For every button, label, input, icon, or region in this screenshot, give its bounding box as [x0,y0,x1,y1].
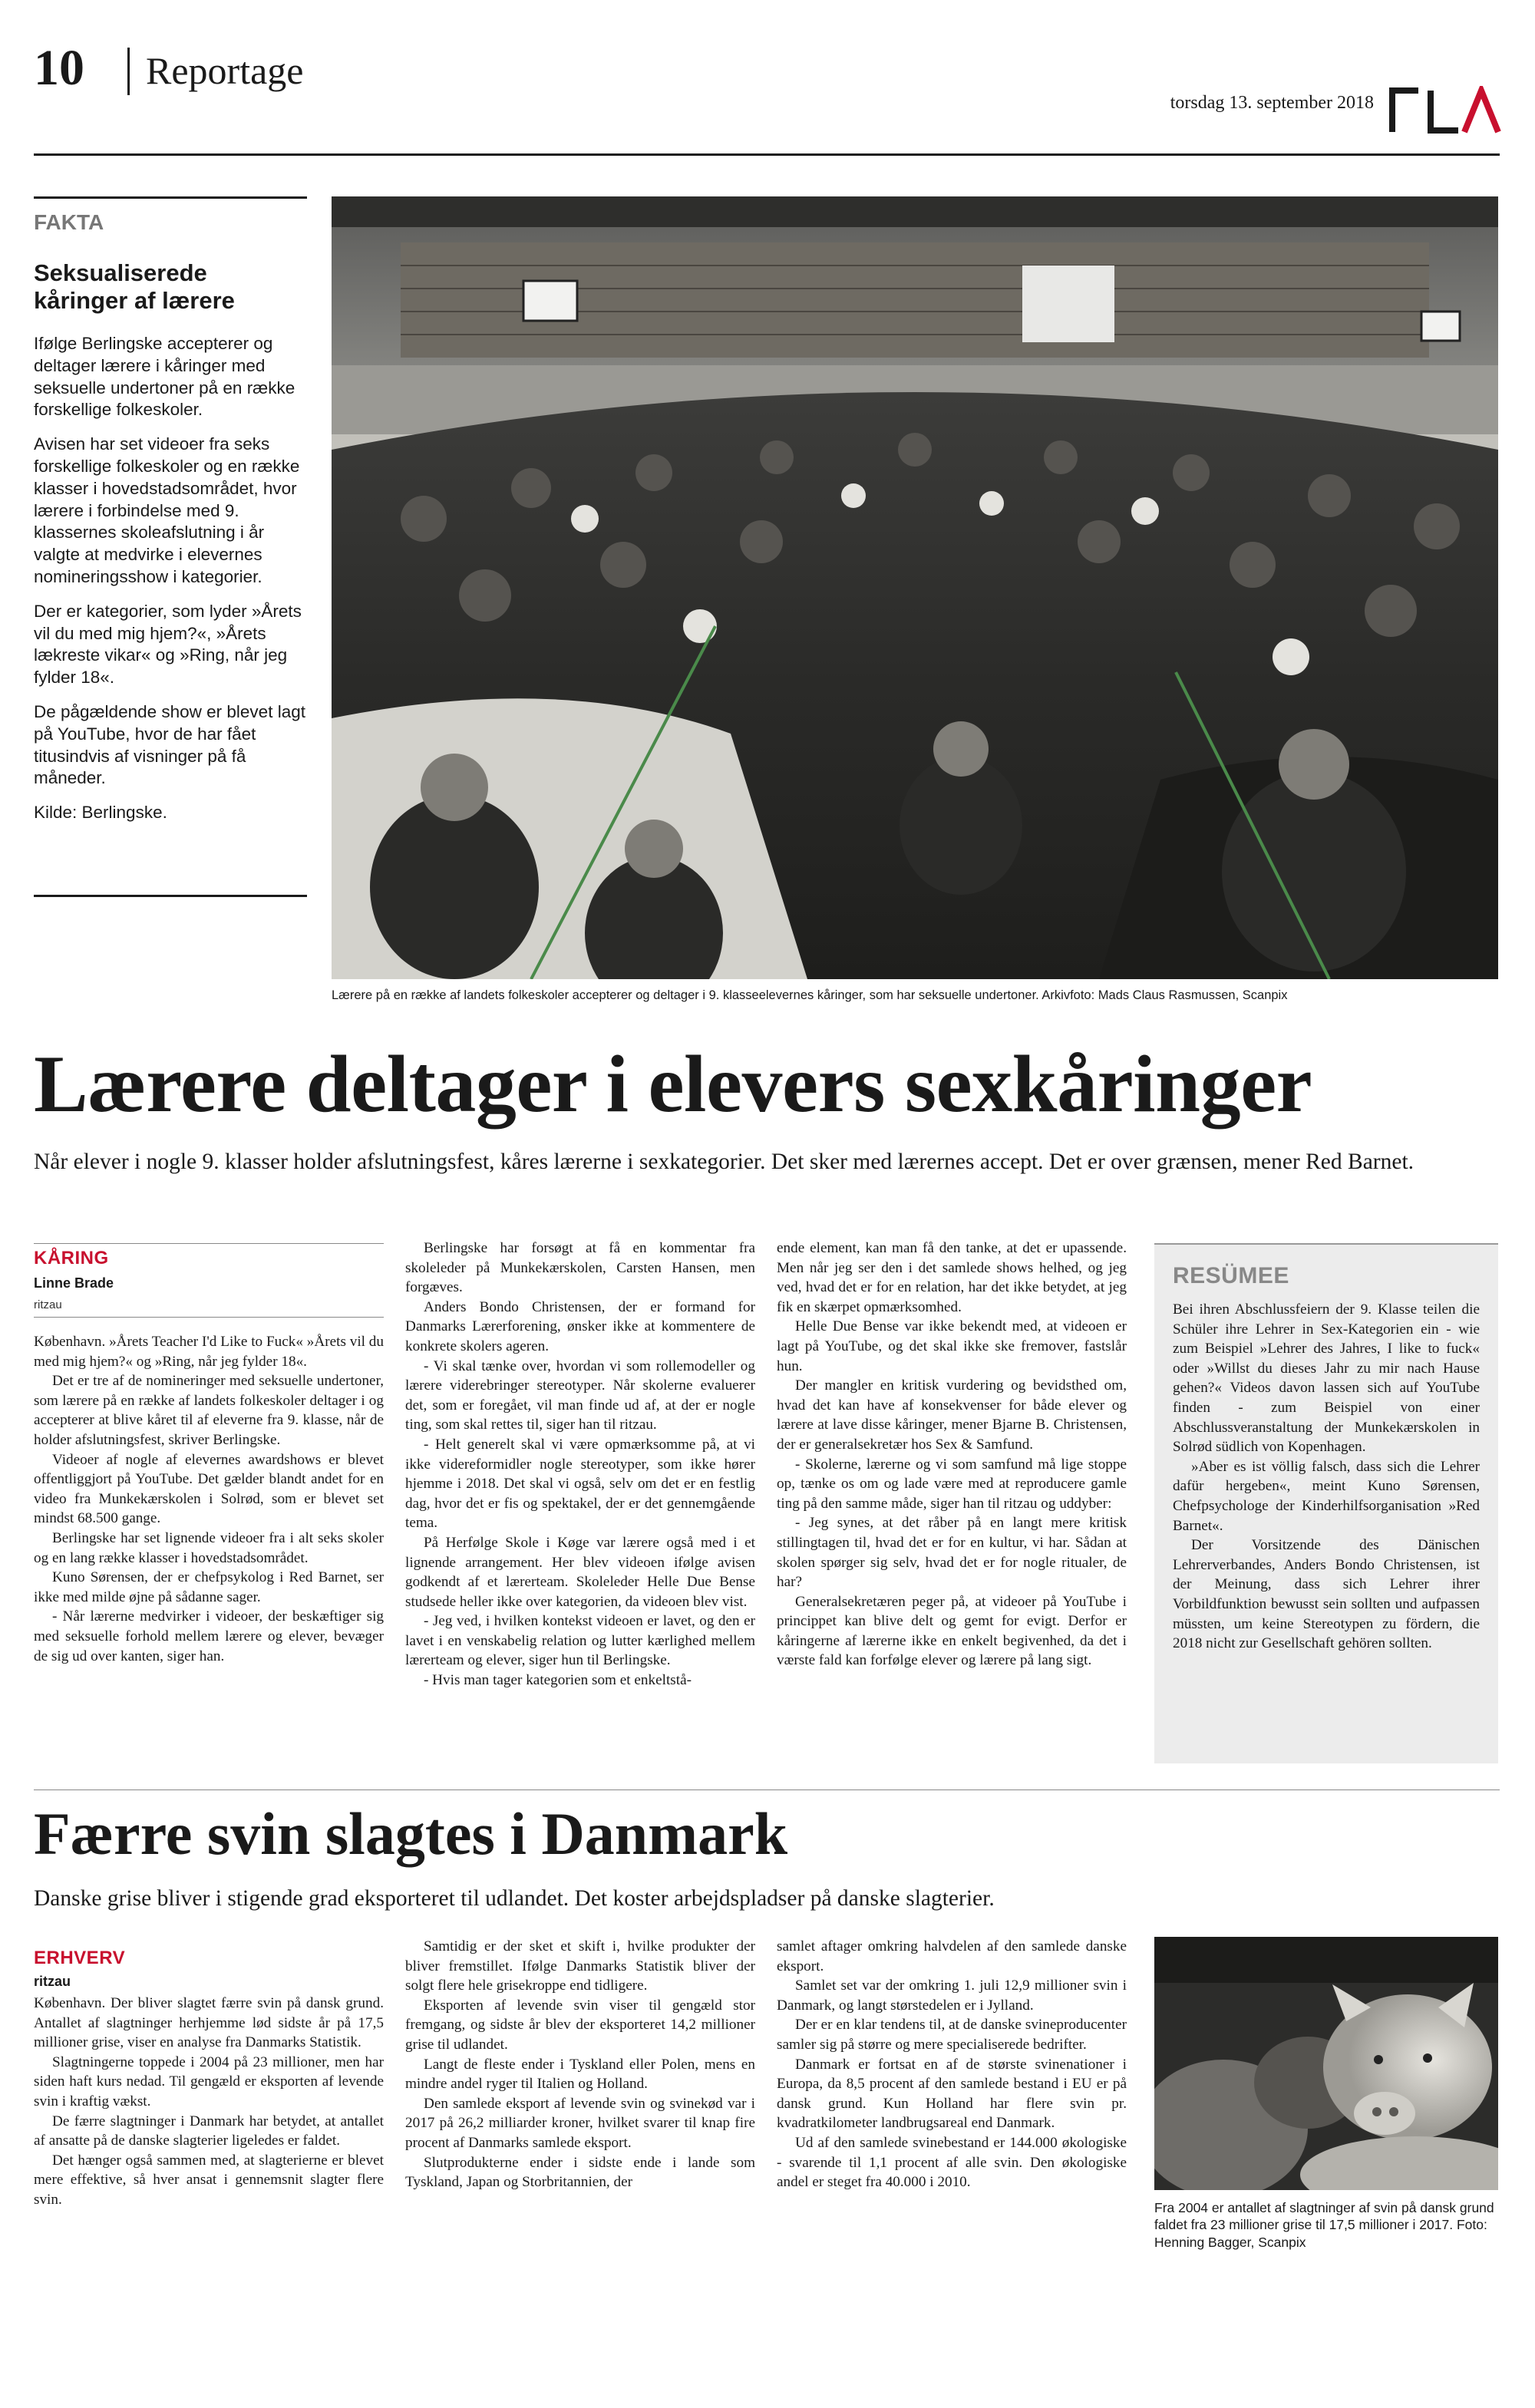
article1-agency: ritzau [34,1298,62,1311]
header-divider [127,48,130,95]
paragraph: På Herfølge Skole i Køge var lærere også med i et lignende arrangement. Her blev videoen ifølge avisen godkendt af et lærerteam. Skoleleder Helle Due Bense studsede heller ikke over kategorien, da videoen blev vist. [405,1534,755,1610]
paragraph: - Helt generelt skal vi være opmærksomme på, at vi ikke videreformidler nogle stereotyper, som ikke hører hjemme i 2018. Det skal vi også, selv om det er en festlig dag, hvor det er fis og spektakel, der er det gennemgående tema. [405,1436,755,1532]
paragraph: Den samlede eksport af levende svin og svinekød var i 2017 på 26,2 milliarder kroner, hvilket svarer til knap fire procent af Danmarks samlede eksport. [405,2095,755,2151]
article1-column-3 [777,1239,1127,1671]
fakta-title: Seksualiserede kåringer af lærere [34,259,235,314]
paragraph: Samtidig er der sket et skift i, hvilke produkter der bliver fremstillet. Ifølge Danmarks Statistik bliver der solgt flere hele grisekroppe end tidligere. [405,1938,755,1994]
paragraph: Danmark er fortsat en af de største svinenationer i Europa, da 8,5 procent af den samlede bestand i EU er på dansk grund. Kun Holland har flere svin pr. kvadratkilometer landbrugsareal end Danmark. [777,2056,1127,2132]
fakta-paragraph: Der er kategorier, som lyder »Årets vil du med mig hjem?«, »Årets lækreste vikar« og »Ring, når jeg fylder 18«. [34,601,302,688]
paragraph: De færre slagtninger i Danmark har betydet, at antallet af ansatte på de danske slagterier ligeledes er faldet. [34,2113,384,2149]
section-title: Reportage [146,49,304,92]
paragraph: - Når lærerne medvirker i videoer, der beskæftiger sig med seksuelle forhold mellem lærere og elever, bevæger de sig ud over kanten, siger han. [34,1608,384,1664]
paragraph: Slagtningerne toppede i 2004 på 23 millioner, men har siden haft kurs nedad. Til gengæld er eksporten af levende svin i kraftig vækst. [34,2053,384,2109]
resumee-body [1173,1300,1480,1654]
resumee-paragraph: Der Vorsitzende des Dänischen Lehrerverbandes, Anders Bondo Christensen, ist der Meinung, dass sich Lehrer ihrer Vorbildfunktion bewusst sein sollten und aufpassen müssten, um keine Stereotypen zu fördern, die 2018 nicht zur Gesellschaft gehören sollten. [1173,1537,1480,1652]
paragraph: - Hvis man tager kategorien som et enkeltstå- [424,1672,692,1689]
pig-photo [1154,1937,1498,2190]
paragraph: - Vi skal tænke over, hvordan vi som rollemodeller og lærere viderebringer stereotyper. Når skolerne evaluerer det, som er foregået, vil man finde ud af, at der er nogle ting, som skal rettes til, siger han til ritzau. [405,1357,755,1433]
fla-logo-text: FLA [1388,86,1389,87]
pig-photo-caption: Fra 2004 er antallet af slagtninger af svin på dansk grund faldet fra 23 millioner grise til 17,5 millioner i 2017. Foto: Henning Bagger, Scanpix [1154,2200,1494,2250]
article2-headline: Færre svin slagtes i Danmark [34,1800,788,1867]
fakta-bottom-rule [34,895,307,897]
resumee-label: RESÜMEE [1173,1263,1289,1288]
article2-lead: Danske grise bliver i stigende grad eksporteret til udlandet. Det koster arbejdspladser på danske slagterier. [34,1886,995,1911]
header-rule [34,153,1500,156]
fakta-top-rule [34,196,307,199]
resumee-paragraph: Bei ihren Abschlussfeiern der 9. Klasse teilen die Schüler ihre Lehrer in Sex-Kategorien ein - wie zum Beispiel »Lehrer des Jahres, I like to fuck« oder »Willst du dieses Jahr zu mir nach Hause gehen?« Videos davon lassen sich auf YouTube finden - zum Beispiel von einer Abschlussveranstaltung der Munkekærskolen in Solrød südlich von Kopenhagen. [1173,1301,1480,1456]
paragraph: samlet aftager omkring halvdelen af den samlede danske eksport. [777,1938,1127,1974]
paragraph: Berlingske har forsøgt at få en kommentar fra skoleleder på Munkekærskolen, Carsten Hansen, men forgæves. [405,1240,755,1296]
fla-logo [1388,86,1503,135]
article1-author: Linne Brade [34,1275,114,1291]
paragraph: Det er tre af de nomineringer med seksuelle undertoner, som lærere på en række af landets folkeskoler deltager i og accepterer at blive kåret til af eleverne fra 9. klasse, når de holder afslutningsfest, skriver Berlingske. [34,1373,384,1448]
paragraph: Slutprodukterne ender i sidste ende i lande som Tyskland, Japan og Storbritannien, der [405,2154,755,2191]
paragraph: Der mangler en kritisk vurdering og bevidsthed om, hvad det kan have af konsekvenser for både elever og lærere at lave disse kåringer, mener Bjarne B. Christensen, der er generalsekretær hos Sex & Samfund. [777,1377,1127,1453]
paragraph: - Jeg synes, at det råber på en langt mere kritisk stillingtagen til, hvad det er for en kultur, vi har. Sådan at skolen spørger sig selv, hvad det er for nogle ritualer, de har? [777,1515,1127,1591]
main-photo [332,196,1498,979]
fakta-paragraph: Ifølge Berlingske accepterer og deltager lærere i kåringer med seksuelle undertoner på en række forskellige folkeskoler. [34,334,295,420]
paragraph: - Skolerne, lærerne og vi som samfund må lige stoppe op, tænke os om og lade være med at reproducere gamle ting på den samme måde, siger han til ritzau og uddyber: [777,1456,1127,1512]
fakta-paragraph: De pågældende show er blevet lagt på YouTube, hvor de har fået titusindvis af visninger på få måneder. [34,701,305,788]
page-number: 10 [34,40,84,96]
resumee-box [1154,1243,1498,1763]
article2-kicker: ERHVERV [34,1948,126,1968]
paragraph: ende element, kan man få den tanke, at det er upassende. Men når jeg ser den i det samlede shows helhed, og jeg ved, hvad det er for en relation, har det ikke betydet, at jeg fik en skærpet opmærksomhed. [777,1240,1127,1315]
fakta-source: Kilde: Berlingske. [34,803,167,823]
paragraph: Generalsekretæren peger på, at videoer på YouTube i princippet kan blive delt og gemt for evigt. Derfor er kåringerne af lærerne ikke en enkelt begivenhed, da det i værste fald kan forfølge elever og lærere på lang sigt. [777,1593,1127,1669]
paragraph: Berlingske har set lignende videoer fra i alt seks skoler og en lang række klasser i hovedstadsområdet. [34,1529,384,1566]
paragraph: København. Der bliver slagtet færre svin på dansk grund. Antallet af slagtninger herhjemme lød sidste år på 17,5 millioner grise, viser en analyse fra Danmarks Statistik. [34,1995,384,2051]
paragraph: Helle Due Bense var ikke bekendt med, at videoen er lagt på YouTube, og det skal ikke ske fremover, fastslår hun. [777,1318,1127,1374]
fakta-body [34,333,307,836]
paragraph: Det hænger også sammen med, at slagterierne er blevet mere effektive, så hver ansat i gennemsnit slagter flere svin. [34,2152,384,2208]
article1-column-1 [34,1332,384,1666]
article1-headline: Lærere deltager i elevers sexkåringer [34,1039,1312,1129]
article2-column-3 [777,1937,1127,2192]
resumee-paragraph: »Aber es ist völlig falsch, dass sich die Lehrer dafür hergeben«, meint Kuno Sørensen, Chefpsychologe der Kinderhilfsorganisation »Red Barnet«. [1173,1458,1480,1534]
fakta-paragraph: Avisen har set videoer fra seks forskellige folkeskoler og en række klasser i hovedstadsområdet, hvor lærere i forbindelse med 9. klassernes skoleafslutning i år valgte at medvirke i elevernes nomineringsshow i kategorier. [34,434,300,586]
article2-agency: ritzau [34,1974,71,1989]
paragraph: Samlet set var der omkring 1. juli 12,9 millioner svin i Danmark, og langt størstedelen er i Jylland. [777,1978,1127,2014]
fakta-label: FAKTA [34,210,104,234]
article1-lead: Når elever i nogle 9. klasser holder afslutningsfest, kåres lærerne i sexkategorier. Det sker med lærernes accept. Det er over grænsen, mener Red Barnet. [34,1150,1415,1174]
paragraph: Der er en klar tendens til, at de danske svineproducenter samler sig på større og mere specialiserede bedrifter. [777,2017,1127,2053]
article1-byline-rule [34,1317,384,1318]
article1-kicker-rule [34,1243,384,1244]
issue-date: torsdag 13. september 2018 [1170,93,1374,113]
paragraph: Anders Bondo Christensen, der er formand for Danmarks Lærerforening, ønsker ikke at kommentere de konkrete skolers ageren. [405,1298,755,1354]
paragraph: Kuno Sørensen, der er chefpsykolog i Red Barnet, ser ikke med milde øjne på sådanne sager. [34,1569,384,1605]
main-photo-caption: Lærere på en række af landets folkeskoler accepterer og deltager i 9. klasseelevernes kåringer, som har seksuelle undertoner. Arkivfoto: Mads Claus Rasmussen, Scanpix [332,988,1288,1002]
article1-column-2 [405,1239,755,1691]
paragraph: - Jeg ved, i hvilken kontekst videoen er lavet, og den er lavet i en venskabelig relation og lutter kærlighed mellem lærerteam og elever, siger hun til Berlingske. [405,1613,755,1669]
article2-column-1 [34,1994,384,2210]
article1-kicker: KÅRING [34,1248,109,1268]
article2-column-2 [405,1937,755,2192]
paragraph: København. »Årets Teacher I'd Like to Fuck« »Årets vil du med mig hjem?« og »Ring, når jeg fylder 18«. [34,1334,384,1370]
paragraph: Langt de fleste ender i Tyskland eller Polen, mens en mindre andel ryger til Italien og Holland. [405,2056,755,2093]
paragraph: Ud af den samlede svinebestand er 144.000 økologiske - svarende til 1,1 procent af alle svin. Den økologiske andel er steget fra 40.000 i 2010. [777,2134,1127,2191]
paragraph: Eksporten af levende svin viser til gengæld stor fremgang, og sidste år blev der eksporteret 14,2 millioner grise til udlandet. [405,1997,755,2053]
paragraph: Videoer af nogle af elevernes awardshows er blevet offentliggjort på YouTube. Det gælder blandt andet for en video fra Munkekærskolen i Solrød, som er blevet set mindst 68.500 gange. [34,1451,384,1527]
